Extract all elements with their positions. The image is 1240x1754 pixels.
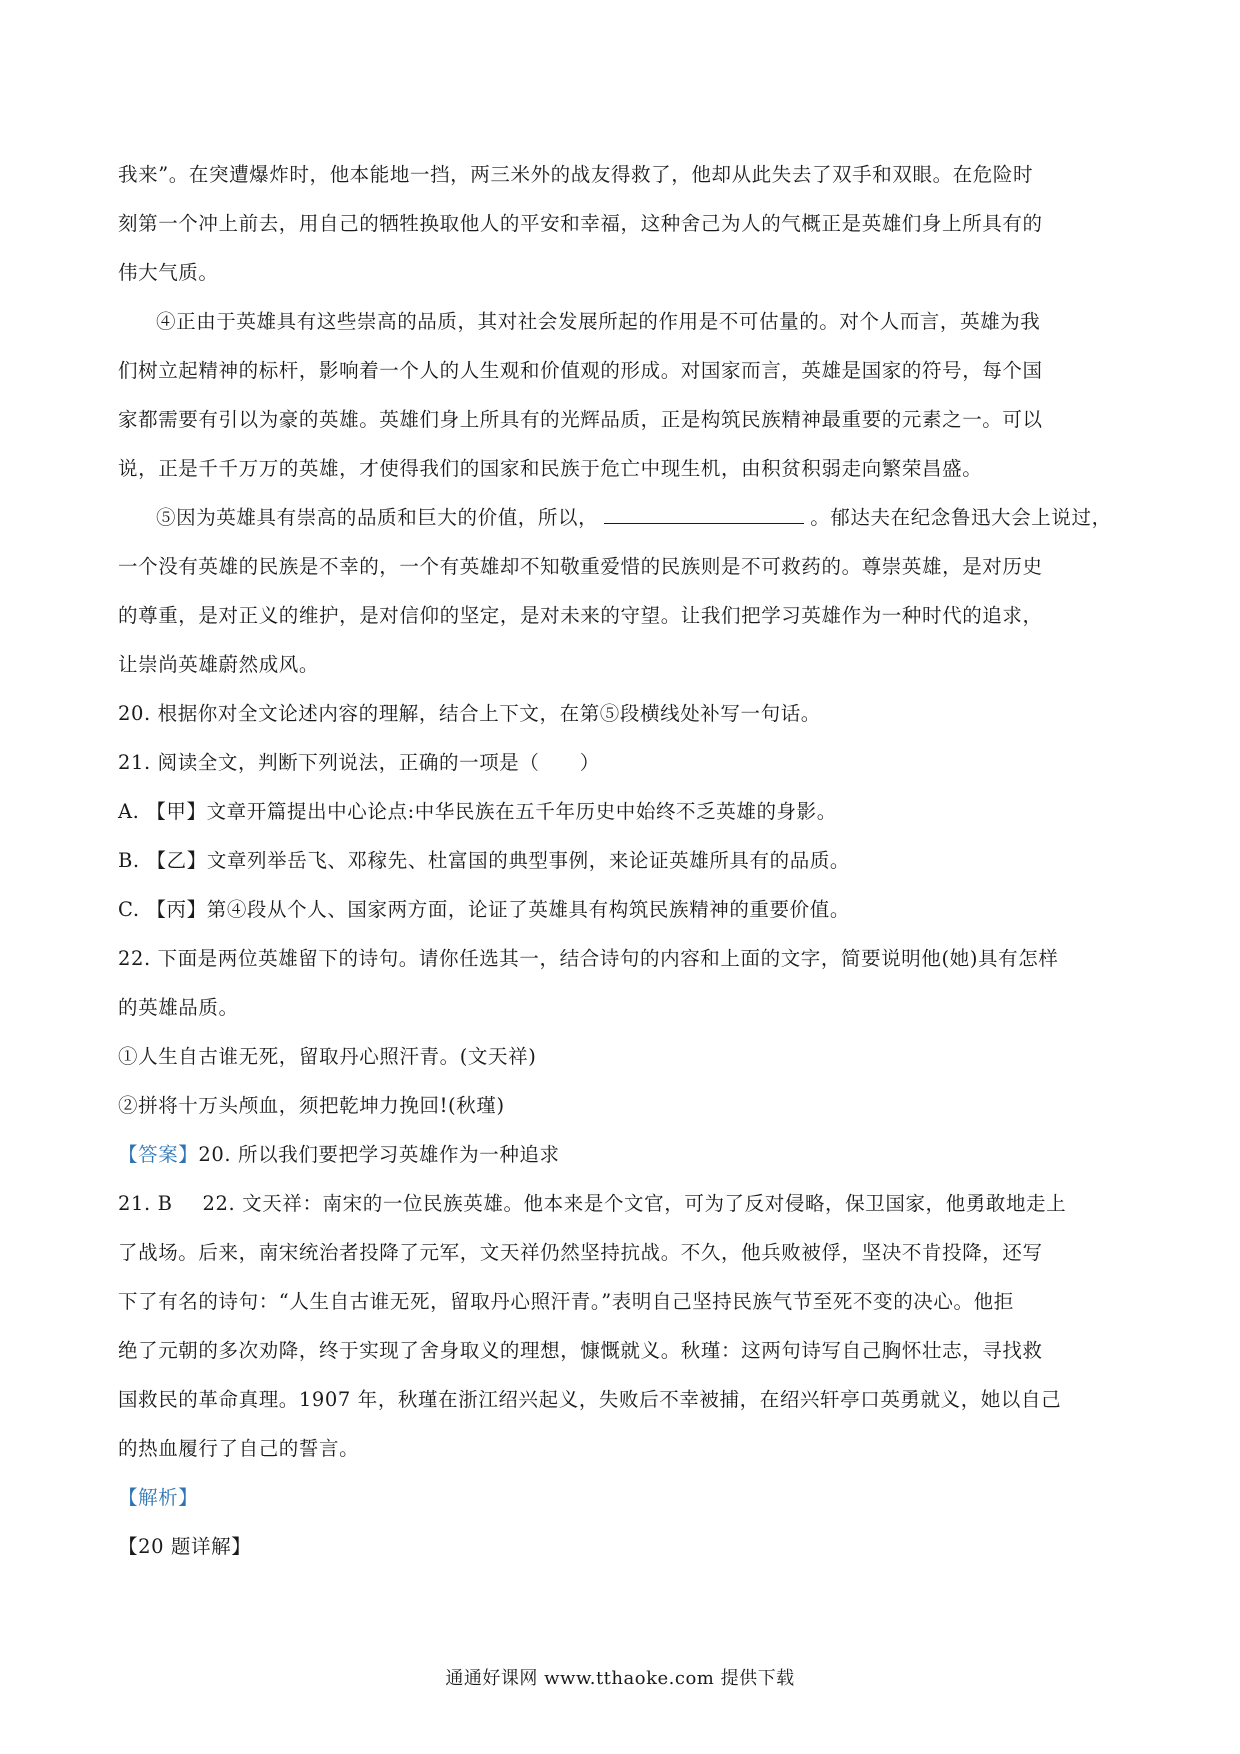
article-paragraph-4-line-1: ④正由于英雄具有这些崇高的品质，其对社会发展所起的作用是不可估量的。对个人而言，英雄为我: [156, 310, 1041, 333]
question-21-option-b: B. 【乙】文章列举岳飞、邓稼先、杜富国的典型事例，来论证英雄所具有的品质。: [118, 849, 851, 872]
answer-22-line-6: 的热血履行了自己的誓言。: [118, 1437, 360, 1460]
article-paragraph-4-line-3: 家都需要有引以为豪的英雄。英雄们身上所具有的光辉品质，正是构筑民族精神最重要的元素之一。可以: [118, 408, 1043, 431]
analysis-tag: 【解析】: [118, 1486, 199, 1509]
answer-22-line-1: 22. 文天祥：南宋的一位民族英雄。他本来是个文官，可为了反对侵略，保卫国家，他勇敢地走上: [202, 1192, 1067, 1215]
poem-2: ②拼将十万头颅血，须把乾坤力挽回!(秋瑾): [118, 1094, 505, 1117]
poem-1: ①人生自古谁无死，留取丹心照汗青。(文天祥): [118, 1045, 537, 1068]
article-paragraph-5-line-2: 一个没有英雄的民族是不幸的，一个有英雄却不知敬重爱惜的民族则是不可救药的。尊崇英雄，是对历史: [118, 555, 1043, 578]
question-21-option-a: A. 【甲】文章开篇提出中心论点:中华民族在五千年历史中始终不乏英雄的身影。: [118, 800, 837, 823]
answer-tag: 【答案】: [118, 1143, 199, 1166]
answer-22-line-4: 绝了元朝的多次劝降，终于实现了舍身取义的理想，慷慨就义。秋瑾：这两句诗写自己胸怀壮志，寻找救: [118, 1339, 1043, 1362]
answer-21-22-line: [118, 1179, 1128, 1228]
analysis-line: [118, 1473, 1128, 1522]
question-22-line-2: 的英雄品质。: [118, 996, 239, 1019]
article-paragraph-4-line-4: 说，正是千千万万的英雄，才使得我们的国家和民族于危亡中现生机，由积贫积弱走向繁荣昌盛。: [118, 457, 983, 480]
paragraph-5-text-before-blank: ⑤因为英雄具有崇高的品质和巨大的价值，所以，: [156, 506, 599, 529]
article-paragraph-5-line-3: 的尊重，是对正义的维护，是对信仰的坚定，是对未来的守望。让我们把学习英雄作为一种时代的追求，: [118, 604, 1043, 627]
article-paragraph-5-line-4: 让崇尚英雄蔚然成风。: [118, 653, 320, 676]
question-20: 20. 根据你对全文论述内容的理解，结合上下文，在第⑤段横线处补写一句话。: [118, 702, 821, 725]
page-content: [118, 150, 1128, 1571]
article-paragraph-3-line-1: 我来”。在突遭爆炸时，他本能地一挡，两三米外的战友得救了，他却从此失去了双手和双眼。在危险时: [118, 163, 1034, 186]
answer-22-line-2: 了战场。后来，南宋统治者投降了元军，文天祥仍然坚持抗战。不久，他兵败被俘，坚决不肯投降，还写: [118, 1241, 1043, 1264]
question-20-analysis-heading: 【20 题详解】: [118, 1535, 252, 1558]
answer-21: 21. B: [118, 1192, 173, 1215]
answer-22-line-3: 下了有名的诗句：“人生自古谁无死，留取丹心照汗青。”表明自己坚持民族气节至死不变的决心。他拒: [118, 1290, 1014, 1313]
question-21: 21. 阅读全文，判断下列说法，正确的一项是（ ）: [118, 751, 600, 774]
answer-22-line-5: 国救民的革命真理。1907 年，秋瑾在浙江绍兴起义，失败后不幸被捕，在绍兴轩亭口英勇就义，她以自己: [118, 1388, 1062, 1411]
paragraph-5-text-after-blank: 。郁达夫在纪念鲁迅大会上说过，: [810, 506, 1112, 529]
article-paragraph-4-line-2: 们树立起精神的标杆，影响着一个人的人生观和价值观的形成。对国家而言，英雄是国家的符号，每个国: [118, 359, 1043, 382]
page-footer: 通通好课网 www.tthaoke.com 提供下载: [445, 1668, 795, 1689]
answer-20-line: [118, 1130, 1128, 1179]
article-paragraph-3-line-3: 伟大气质。: [118, 261, 219, 284]
question-22-line-1: 22. 下面是两位英雄留下的诗句。请你任选其一，结合诗句的内容和上面的文字，简要说明他(她)具有怎样: [118, 947, 1059, 970]
question-21-option-c: C. 【丙】第④段从个人、国家两方面，论证了英雄具有构筑民族精神的重要价值。: [118, 898, 850, 921]
answer-20: 20. 所以我们要把学习英雄作为一种追求: [198, 1143, 560, 1166]
article-paragraph-5-line-1: [118, 493, 1128, 542]
fill-in-blank: [604, 501, 804, 524]
article-paragraph-3-line-2: 刻第一个冲上前去，用自己的牺牲换取他人的平安和幸福，这种舍己为人的气概正是英雄们身上所具有的: [118, 212, 1043, 235]
